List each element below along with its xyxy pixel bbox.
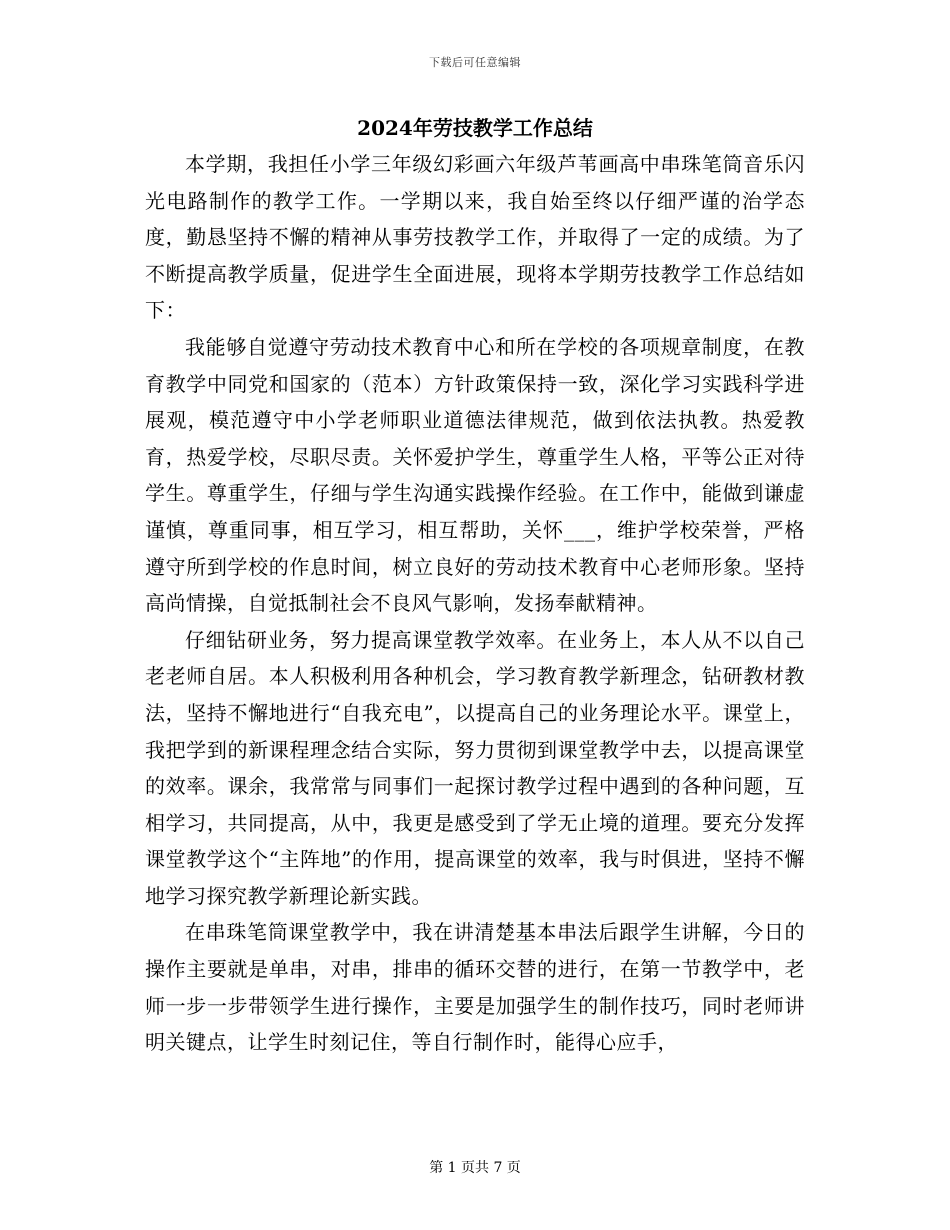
document-body xyxy=(145,146,805,1061)
paragraph-beading-class: 在串珠笔筒课堂教学中，我在讲清楚基本串法后跟学生讲解，今日的操作主要就是单串，对串，排串的循环交替的进行，在第一节教学中，老师一步一步带领学生进行操作，主要是加强学生的制作技巧，同时老师讲明关键点，让学生时刻记住，等自行制作时，能得心应手， xyxy=(145,920,805,1055)
paragraph-intro: 本学期，我担任小学三年级幻彩画六年级芦苇画高中串珠笔筒音乐闪光电路制作的教学工作。一学期以来，我自始至终以仔细严谨的治学态度，勤恳坚持不懈的精神从事劳技教学工作，并取得了一定的成绩。为了不断提高教学质量，促进学生全面进展，现将本学期劳技教学工作总结如下： xyxy=(145,152,805,323)
page-footer: 第 1 页共 7 页 xyxy=(429,1160,521,1176)
page-header-note: 下载后可任意编辑 xyxy=(429,56,521,69)
document-title: 2024年劳技教学工作总结 xyxy=(357,116,593,140)
paragraph-discipline: 我能够自觉遵守劳动技术教育中心和所在学校的各项规章制度，在教育教学中同党和国家的（范本）方针政策保持一致，深化学习实践科学进展观，模范遵守中小学老师职业道德法律规范，做到依法执教。热爱教育，热爱学校，尽职尽责。关怀爱护学生，尊重学生人格，平等公正对待学生。尊重学生，仔细与学生沟通实践操作经验。在工作中，能做到谦虚谨慎，尊重同事，相互学习，相互帮助，关怀___，维护学校荣誉，严格遵守所到学校的作息时间，树立良好的劳动技术教育中心老师形象。坚持高尚情操，自觉抵制社会不良风气影响，发扬奉献精神。 xyxy=(145,334,805,616)
paragraph-professional-study: 仔细钻研业务，努力提高课堂教学效率。在业务上，本人从不以自己老老师自居。本人积极利用各种机会，学习教育教学新理念，钻研教材教法，坚持不懈地进行“自我充电”，以提高自己的业务理论水平。课堂上，我把学到的新课程理念结合实际，努力贯彻到课堂教学中去，以提高课堂的效率。课余，我常常与同事们一起探讨教学过程中遇到的各种问题，互相学习，共同提高，从中，我更是感受到了学无止境的道理。要充分发挥课堂教学这个“主阵地”的作用，提高课堂的效率，我与时俱进，坚持不懈地学习探究教学新理论新实践。 xyxy=(145,627,805,908)
